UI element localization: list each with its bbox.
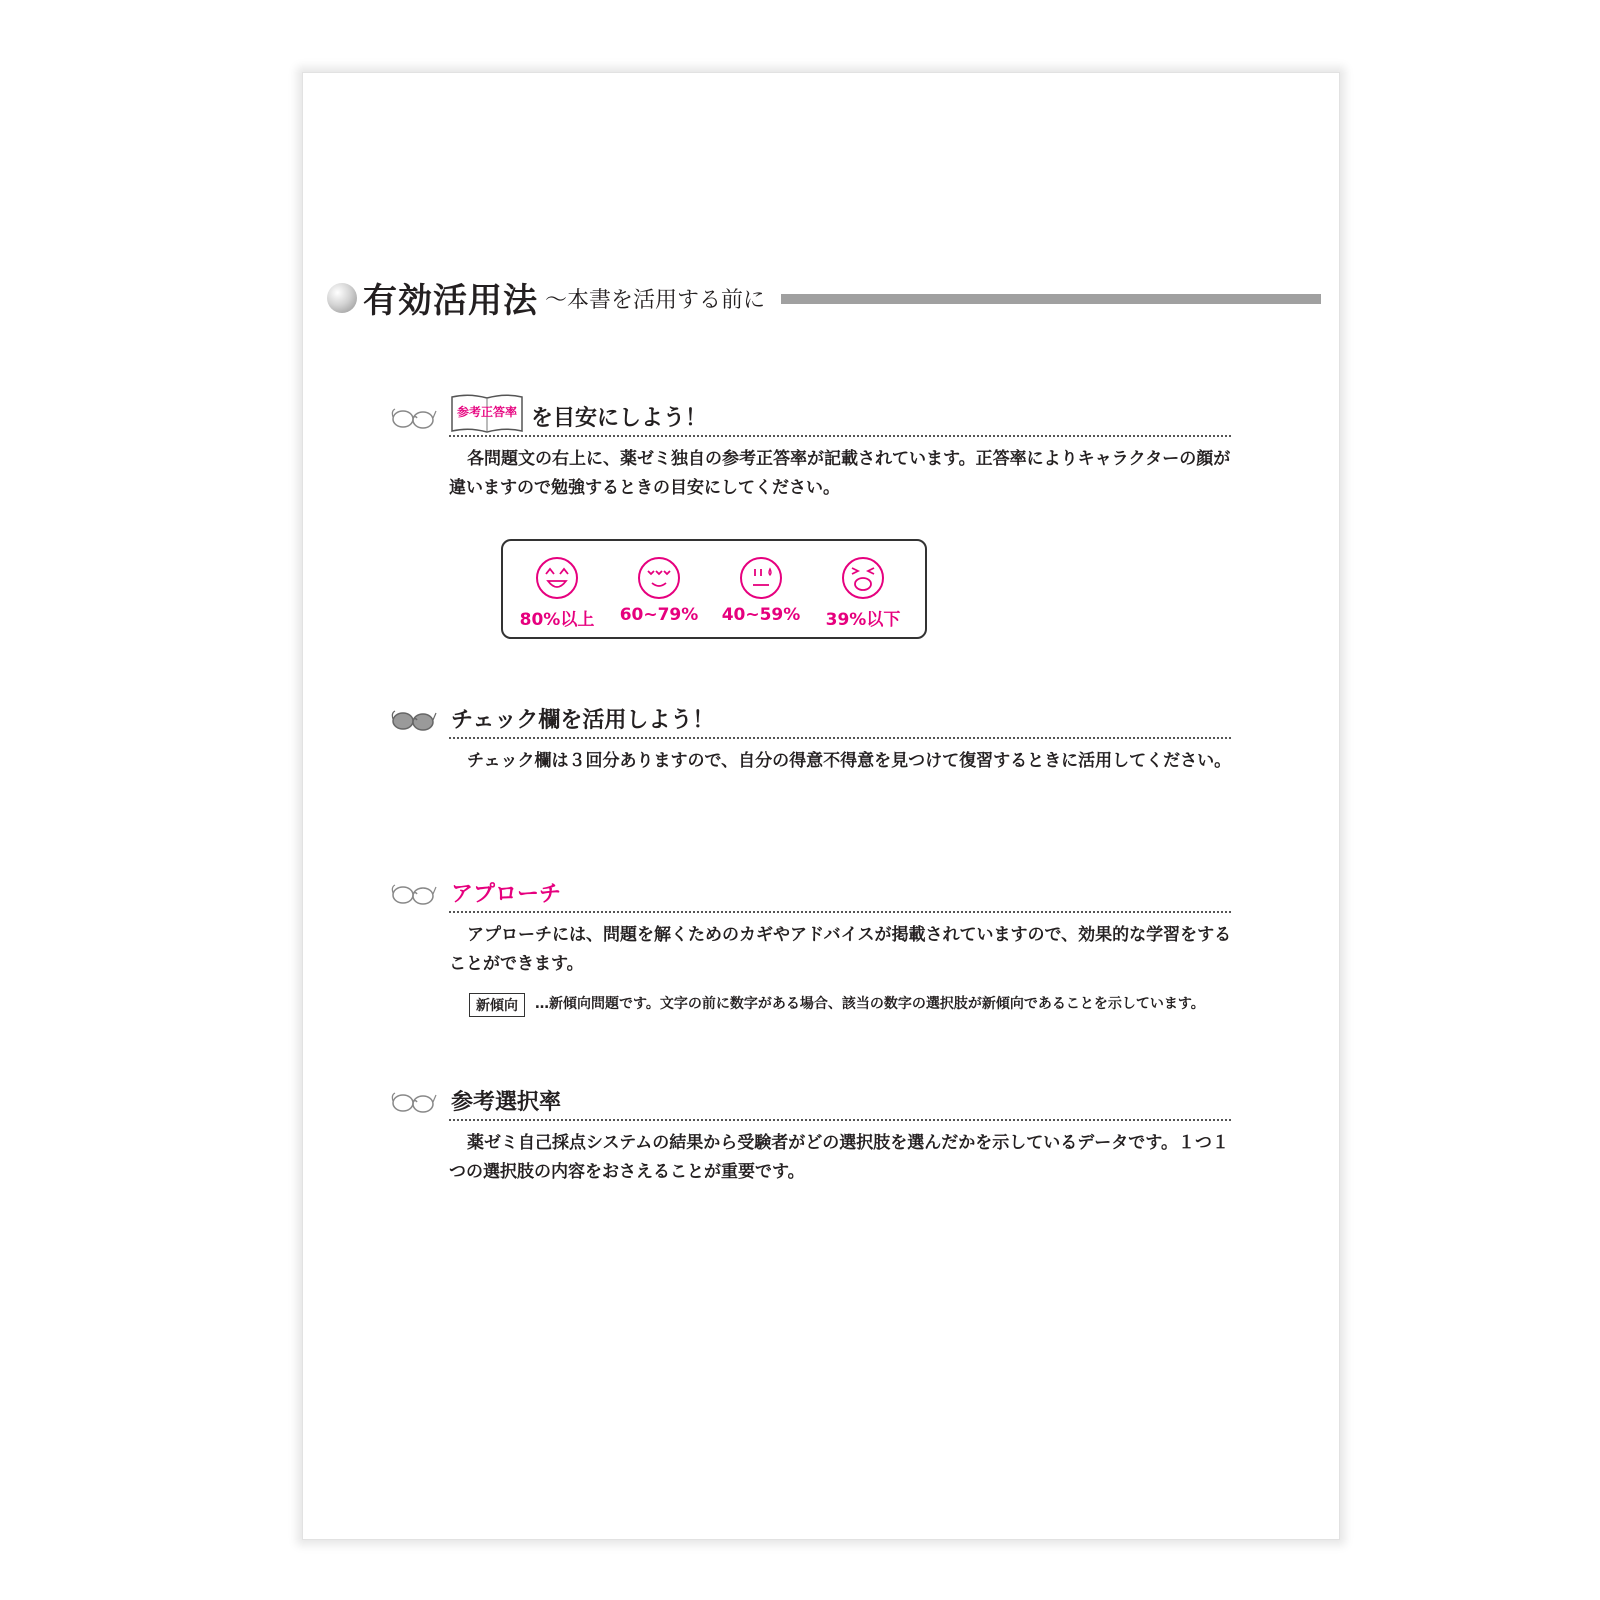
smiling-face-icon <box>636 555 682 601</box>
section-body: 各問題文の右上に、薬ゼミ独自の参考正答率が記載されています。正答率によりキャラクターの顔が違いますので勉強するときの目安にしてください。 <box>449 449 1231 498</box>
document-page <box>302 72 1340 1540</box>
page-header <box>323 273 1323 321</box>
rate-label: 60~79% <box>619 605 699 625</box>
glasses-icon <box>389 881 437 905</box>
rate-item <box>711 555 811 625</box>
accuracy-legend-box <box>501 539 927 639</box>
reference-accuracy-label: 参考正答率 <box>457 405 518 419</box>
rate-item <box>507 555 607 630</box>
section-heading <box>389 1075 1229 1119</box>
rate-label: 40~59% <box>721 605 801 625</box>
section-reference-selection-rate <box>389 1075 1229 1187</box>
rate-item <box>813 555 913 630</box>
page-title: 有効活用法 <box>363 281 538 321</box>
bullet-ball-icon <box>327 283 357 313</box>
section-heading <box>389 693 1229 737</box>
rate-item <box>609 555 709 625</box>
section-heading <box>389 391 1229 435</box>
laughing-face-icon <box>534 555 580 601</box>
new-trend-note <box>469 993 1229 1043</box>
dotted-rule <box>449 737 1231 739</box>
worried-face-icon <box>738 555 784 601</box>
dotted-rule <box>449 435 1231 437</box>
dotted-rule <box>449 1119 1231 1121</box>
new-trend-tag: 新傾向 <box>469 993 525 1017</box>
glasses-icon <box>389 707 437 731</box>
section-heading <box>389 867 1229 911</box>
section-check-column <box>389 693 1232 776</box>
section-body: チェック欄は３回分ありますので、自分の得意不得意を見つけて復習するときに活用してください。 <box>467 751 1232 771</box>
dotted-rule <box>449 911 1231 913</box>
glasses-icon <box>389 405 437 429</box>
section-body: アプローチには、問題を解くためのカギやアドバイスが掲載されていますので、効果的な学習をすることができます。 <box>449 925 1232 974</box>
rate-label: 80%以上 <box>519 610 595 630</box>
section-body: 薬ゼミ自己採点システムの結果から受験者がどの選択肢を選んだかを示しているデータです。１つ１つの選択肢の内容をおさえることが重要です。 <box>449 1133 1229 1182</box>
rate-label: 39%以下 <box>825 610 901 630</box>
section-title: 参考選択率 <box>451 1090 562 1115</box>
section-title: アプローチ <box>451 882 562 907</box>
new-trend-note-text: …新傾向問題です。文字の前に数字がある場合、該当の数字の選択肢が新傾向であることを示しています。 <box>535 996 1205 1012</box>
header-rule <box>781 294 1321 304</box>
glasses-icon <box>389 1089 437 1113</box>
section-title: チェック欄を活用しよう！ <box>451 708 715 733</box>
page-subtitle: ～本書を活用する前に <box>545 288 766 313</box>
section-approach <box>389 867 1232 1043</box>
crying-face-icon <box>840 555 886 601</box>
section-title: を目安にしよう！ <box>531 406 708 431</box>
section-reference-accuracy <box>389 391 1229 503</box>
